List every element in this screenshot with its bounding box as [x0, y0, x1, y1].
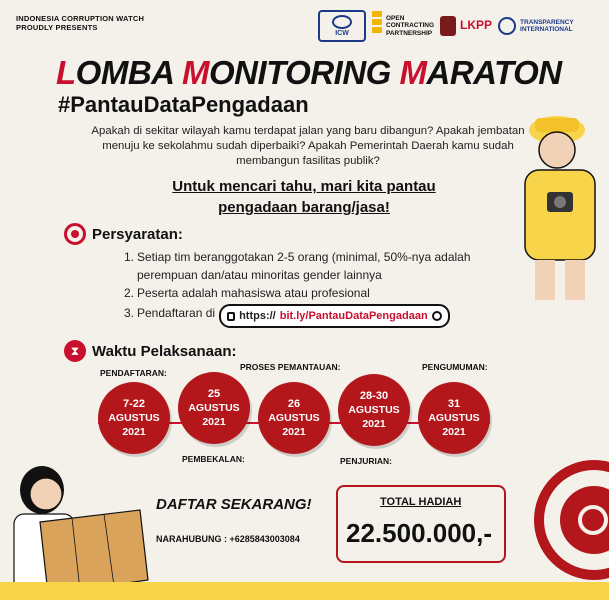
stage-month: AGUSTUS — [348, 404, 400, 416]
list-item — [124, 304, 494, 328]
timeline-title: Waktu Pelaksanaan: — [92, 343, 237, 360]
ocp-logo — [372, 11, 434, 41]
registration-link[interactable] — [219, 304, 450, 328]
partner-logos — [318, 8, 604, 44]
person-with-map-illustration — [0, 460, 150, 600]
label-pemantauan: PROSES PEMANTAUAN: — [240, 362, 341, 372]
target-icon — [64, 223, 86, 245]
bottom-bar — [0, 582, 609, 600]
person-with-camera-illustration — [505, 100, 609, 300]
presenter-line1: INDONESIA CORRUPTION WATCH — [16, 14, 145, 23]
list-item — [124, 248, 494, 284]
stage-dates: 7-22 — [122, 398, 146, 410]
lock-icon — [227, 312, 235, 321]
icw-logo — [318, 10, 366, 42]
stage-year: 2021 — [442, 426, 466, 438]
stage-month: AGUSTUS — [188, 402, 240, 414]
list-item-text: Setiap tim beranggotakan 2-5 orang (minimal, 50%-nya adalah perempuan dan/atau minoritas gender lainnya — [137, 250, 471, 282]
label-pembekalan: PEMBEKALAN: — [182, 454, 245, 464]
title-rest-3: ARATON — [426, 54, 562, 91]
stage-circle-3 — [258, 382, 330, 454]
lkpp-logo — [440, 16, 492, 36]
list-item-num: 2. — [124, 286, 135, 300]
list-item — [124, 284, 494, 302]
hourglass-icon: ⧗ — [64, 340, 86, 362]
icw-logo-text: ICW — [335, 29, 349, 37]
stage-month: AGUSTUS — [108, 412, 160, 424]
ocp-bars-icon — [372, 11, 382, 41]
stage-month: AGUSTUS — [268, 412, 320, 424]
requirements-list — [124, 248, 494, 328]
lkpp-text: LKPP — [460, 18, 493, 33]
ocp-line3: PARTNERSHIP — [386, 29, 433, 37]
requirements-title: Persyaratan: — [92, 226, 183, 243]
register-cta: DAFTAR SEKARANG! — [156, 496, 312, 513]
ti-line2: INTERNATIONAL — [520, 26, 573, 33]
ocp-line2: CONTRACTING — [386, 22, 435, 30]
title-rest-2: ONITORING — [208, 54, 400, 91]
presenter-text — [16, 14, 144, 32]
label-pendaftaran: PENDAFTARAN: — [100, 368, 167, 378]
label-pengumuman: PENGUMUMAN: — [422, 362, 488, 372]
title-cap-l: L — [56, 54, 76, 91]
page-title — [56, 54, 562, 92]
list-item-text: Peserta adalah mahasiswa atau profesional — [137, 286, 370, 300]
stage-dates: 26 — [287, 398, 301, 410]
title-rest-1: OMBA — [75, 54, 182, 91]
stage-dates: 25 — [207, 388, 221, 400]
ti-logo — [498, 17, 574, 35]
stage-dates: 31 — [447, 398, 461, 410]
list-item-text: Pendaftaran di — [137, 306, 216, 320]
ocp-line1: OPEN — [386, 14, 405, 22]
icw-eye-icon — [318, 10, 366, 42]
list-item-num: 3. — [124, 306, 135, 320]
garuda-emblem-icon — [440, 16, 456, 36]
stage-circle-2 — [178, 372, 250, 444]
contact-label: NARAHUBUNG : +6285843003084 — [156, 534, 300, 544]
search-icon — [432, 311, 442, 321]
stage-year: 2021 — [362, 418, 386, 430]
prize-value: 22.500.000,- — [346, 518, 493, 548]
title-cap-m2: M — [399, 54, 427, 91]
stage-year: 2021 — [122, 426, 146, 438]
stage-circle-1 — [98, 382, 170, 454]
presenter-line2: PROUDLY PRESENTS — [16, 23, 98, 32]
decorative-ring-hole — [578, 505, 608, 535]
label-penjurian: PENJURIAN: — [340, 456, 392, 466]
url-link[interactable]: bit.ly/PantauDataPengadaan — [279, 310, 428, 322]
stage-month: AGUSTUS — [428, 412, 480, 424]
hashtag: #PantauDataPengadaan — [58, 92, 309, 117]
title-cap-m1: M — [181, 54, 209, 91]
stage-circle-5 — [418, 382, 490, 454]
stage-year: 2021 — [282, 426, 306, 438]
list-item-num: 1. — [124, 250, 135, 264]
stage-year: 2021 — [202, 416, 226, 428]
cta-line2: pengadaan barang/jasa! — [218, 199, 390, 216]
ti-globe-icon — [498, 17, 516, 35]
ti-line1: TRANSPARENCY — [520, 18, 574, 26]
cta-line1: Untuk mencari tahu, mari kita pantau — [172, 178, 436, 195]
cta-text — [120, 176, 488, 218]
prize-label: TOTAL HADIAH — [380, 496, 462, 508]
url-prefix: https:// — [239, 310, 276, 322]
stage-circle-4 — [338, 374, 410, 446]
intro-text: Apakah di sekitar wilayah kamu terdapat jalan yang baru dibangun? Apakah jembatan menuju ke sekolahmu sudah diperbaiki? Apakah Pemerintah Daerah kamu sudah membangun fasilitas publik? — [91, 125, 525, 167]
stage-dates: 28-30 — [359, 390, 389, 402]
